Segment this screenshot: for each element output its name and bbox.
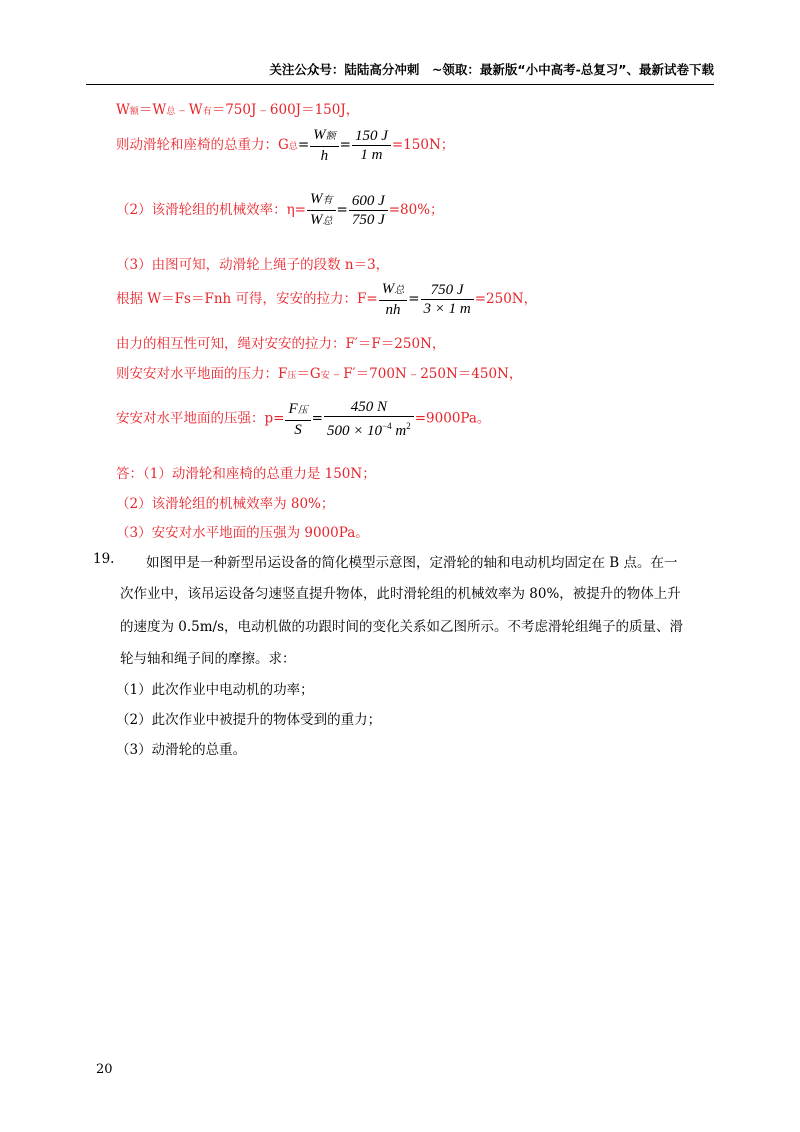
fraction-600j-over-750j: $\frac{600 J}{750 J}$ (349, 192, 388, 229)
sub-question-3: （3）动滑轮的总重。 (116, 742, 247, 758)
question-paragraph-line-3: 的速度为 0.5m/s，电动机做的功跟时间的变化关系如乙图所示。不考虑滑轮组绳子的质量、滑 (120, 619, 684, 635)
solution-line-7: 则安安对水平地面的压力：F压＝G安﹣F′＝700N﹣250N＝450N， (116, 366, 523, 382)
solution-line-4: （3）由图可知，动滑轮上绳子的段数 n＝3， (116, 257, 390, 273)
fraction-w-over-nh: $\frac{\text{W总}}{nh}$ (379, 280, 408, 319)
fraction-150j-over-1m: $\frac{150 J}{1 m}$ (352, 127, 391, 164)
question-paragraph-line-2: 次作业中，该吊运设备匀速竖直提升物体，此时滑轮组的机械效率为 80%，被提升的物体上升 (120, 586, 681, 602)
page-header: 关注公众号：陆陆高分冲刺 ~领取：最新版“小中高考-总复习”、最新试卷下载 (269, 62, 714, 77)
fraction-f-over-s: $\frac{\text{F压}}{S}$ (285, 400, 310, 439)
solution-line-6: 由力的相互性可知，绳对安安的拉力：F′＝F＝250N， (116, 336, 446, 352)
fraction-w-over-h: $\frac{\text{W额}}{h}$ (310, 126, 339, 165)
answer-1: 答：（1）动滑轮和座椅的总重力是 150N； (116, 466, 376, 482)
answer-3: （3）安安对水平地面的压强为 9000Pa。 (116, 525, 369, 541)
question-paragraph-line-1: 如图甲是一种新型吊运设备的简化模型示意图，定滑轮的轴和电动机均固定在 B 点。在一 (146, 555, 678, 571)
fraction-750j-over-3x1m: $\frac{750 J}{3 \times 1 m}$ (421, 281, 474, 318)
solution-line-3: （2）该滑轮组的机械效率：η= $\frac{\text{W有}}{\text{W总}}$ = $\frac{600 J}{750 J}$ =80%； (116, 190, 444, 231)
answer-2: （2）该滑轮组的机械效率为 80%； (116, 496, 335, 512)
solution-line-1: W额＝W总﹣W有＝750J﹣600J＝150J， (116, 102, 360, 118)
fraction-450n-over-area: $\frac{450 N}{500 \times 10^{-4} m^2}$ (324, 398, 414, 440)
sub-question-1: （1）此次作业中电动机的功率； (116, 682, 314, 698)
fraction-w-useful-over-w-total: $\frac{\text{W有}}{\text{W总}}$ (307, 190, 336, 231)
solution-line-8: 安安对水平地面的压强：p= $\frac{\text{F压}}{S}$ = $\frac{450 N}{500 \times 10^{-4} m^2}$ =9000Pa。 (116, 399, 491, 439)
header-rule (86, 84, 714, 85)
question-paragraph-line-4: 轮与轴和绳子间的摩擦。求： (120, 651, 296, 667)
page-number: 20 (96, 1062, 113, 1077)
question-number: 19. (93, 551, 115, 567)
solution-line-2: 则动滑轮和座椅的总重力：G总= $\frac{\text{W额}}{h}$ = $\frac{150 J}{1 m}$ =150N； (116, 127, 455, 164)
sub-question-2: （2）此次作业中被提升的物体受到的重力； (116, 712, 382, 728)
solution-line-5: 根据 W＝Fs＝Fnh 可得，安安的拉力：F= $\frac{\text{W总}}{nh}$ = $\frac{750 J}{3 \times 1 m}$ =250N， (116, 281, 538, 318)
